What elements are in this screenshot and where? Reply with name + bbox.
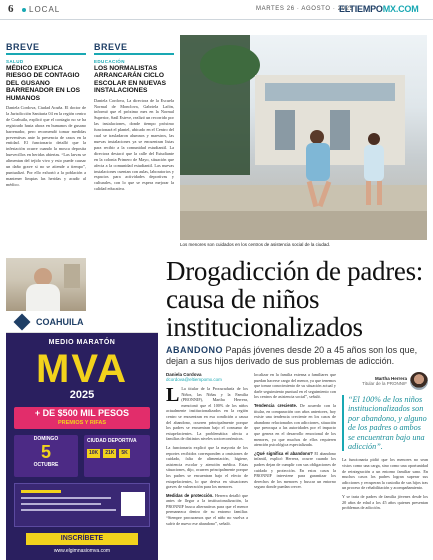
brief-body: Daniela Cordova, La directora de la Escuela Normal de Monclova, Gabriela Lafón, informó que el próximo mes en la Normal Superior, Saúl Esteve, realizó un recorrido por las instalaciones, donde tiempo próximo funcionará el plantel, ubicado en el Centro del cual se trasladaron alumnos y maestros, las nuevas instalaciones ya se encuentran listas para recibir a la comunidad estudiantil. La directora destacó que la calle del Estudiante en la colonia Primero de Mayo, situación que afecta a la comunidad estudiantil. Las nuevas instalaciones cuentan con aulas, laboratorios y espacios para actividades deportivas y culturales, con lo que se espera mejorar la calidad educativa. — [94, 97, 174, 192]
section-dot-icon — [22, 8, 26, 12]
ad-category: 5K — [121, 450, 128, 456]
ad-info-panel — [14, 483, 150, 527]
ad-category: 10K — [89, 450, 99, 456]
brief-label: BREVE — [6, 42, 86, 55]
article-paragraph: Y se trata de padres de familia jóvenes desde los 20 años de edad a los 45 años quienes presentan problemas de adicción. — [342, 494, 428, 511]
ad-prize-amount: + DE $500 MIL PESOS — [34, 408, 130, 418]
byline — [166, 372, 261, 382]
article-col-1 — [166, 386, 248, 526]
ad-brand-bar — [6, 311, 158, 333]
author-name: Daniela Cordova — [166, 372, 202, 377]
ad-venue-box — [84, 435, 150, 477]
photo-caption: Los menores son cuidados en los centros de asistencia social de la ciudad. — [180, 242, 331, 247]
ad-categories — [87, 449, 147, 458]
ad-brand: COAHUILA — [36, 317, 84, 327]
article-paragraph: ¿Qué significa el abandono? El abandono infantil, explicó Herrera, ocurre cuando los padres dejan de cumplir con sus obligaciones de cuidado y protección. En estos casos la PRONNIF interviene para garantizar los derechos de los menores y buscar un entorno seguro donde puedan crecer. — [254, 450, 336, 490]
page-header — [0, 0, 433, 20]
article-paragraph: localizar en la familia extensa a familiares que puedan hacerse cargo del menor, ya que tenemos que tomar conocimiento de su situación actual y darle seguimiento puntual en el seguimiento con los centros de asistencia social”, señaló. — [254, 372, 336, 400]
ad-venue: CIUDAD DEPORTIVA — [87, 438, 137, 444]
article-col-3 — [342, 372, 428, 511]
ad-year: 2025 — [69, 389, 95, 401]
article-paragraph: La funcionaria explicó que la mayoría de los reportes recibidos corresponden a omisiones de cuidado, falta de alimentación, higiene, asistencia escolar y atención médica. Estas situaciones, dijo, ocurren principalmente porque los padres se encuentran bajo el efecto de estupefacientes, lo que deriva en situaciones graves de vulneración para los menores. — [166, 444, 248, 490]
qr-code-icon — [121, 492, 145, 516]
coahuila-logo-icon — [14, 314, 31, 331]
doctor-photo — [6, 258, 86, 311]
section-label: LOCAL — [29, 5, 61, 14]
article-col-2 — [254, 372, 336, 490]
masthead-logo[interactable]: ELTIEMPOMX.COM — [339, 4, 419, 14]
source-avatar — [410, 372, 428, 390]
marathon-advertisement[interactable] — [6, 311, 158, 560]
ad-category: 21K — [105, 450, 115, 456]
ad-prize-banner — [14, 407, 150, 429]
brief-headline[interactable]: MÉDICO EXPLICA RIESGO DE CONTAGIO DEL GUSANO BARRENADOR EN LOS HUMANOS — [6, 65, 80, 102]
ad-event-small: MEDIO MARATÓN — [48, 339, 116, 346]
dek-lead: ABANDONO — [166, 345, 223, 355]
ad-url[interactable]: www.elgimnasiomva.com — [53, 548, 111, 554]
article-paragraph: La funcionaria pidió que los menores no sean vistos como una carga, sino como una oportunidad de reintegración a un entorno familiar sano. En muchos casos los padres logran superar sus adicciones y recuperan la custodia de sus hijos tras un proceso de rehabilitación y acompañamiento. — [342, 457, 428, 491]
issue-date: MARTES 26 · AGOSTO · 2025 — [256, 6, 354, 12]
source-box — [342, 372, 428, 390]
brief-body: Daniela Cordova, Ciudad Acuña. El doctor de la Jurisdicción Sanitaria 04 en la región centro de Coahuila, explicó que el contagio no se ha registrado hasta ahora en humanos de gusano barrenador, pero recomendó tomar medidas preventivas ante la presencia de casos en la entidad. El funcionario detalló que la infestación ocurre cuando la mosca deposita huevecillos en heridas abiertas. “Las larvas se alimentan del tejido vivo y esto puede causar un daño grave si no se atiende a tiempo”, puntualizó. Por ello exhortó a la población a mantener limpias las heridas y acudir al médico. — [6, 105, 86, 187]
brief-label: BREVE — [94, 42, 174, 55]
ad-prize-sub: PREMIOS Y RIFAS — [57, 420, 107, 426]
source-name: Martha Herrera — [374, 376, 407, 381]
author-email[interactable]: dcordova@eltiempomx.com — [166, 377, 222, 382]
main-photo — [180, 35, 427, 240]
ad-cta-button[interactable]: INSCRÍBETE — [26, 533, 138, 545]
brief-headline[interactable]: LOS NORMALISTAS ARRANCARÁN CICLO ESCOLAR EN NUEVAS INSTALACIONES — [94, 65, 167, 95]
ad-event-big: MVA — [36, 347, 128, 391]
brief-education — [94, 42, 174, 266]
article-paragraph: Tendencia creciente. De acuerdo con la titular, en comparación con años anteriores, hoy existe una tendencia creciente en los casos de abandono relacionados con adicciones, situación que preocupa a las autoridades por el impacto que genera en el desarrollo emocional de los menores, ya que muchos de ellos requieren atención psicológica especializada. — [254, 402, 337, 448]
ad-date-label: DOMINGO — [33, 436, 59, 442]
article-paragraph: L La titular de la Procuraduría de los Niños, las Niñas y la Familia (PRONNIF), Martha Herrera, mencionó que el 100% de los niños actualmente institucionalizados en la región centro se encuentran en esa condición a causa del abandono, ocurren principalmente porque los padres se encuentran bajo el consumo de estupefacientes. La problemática afecta a familias de distintos niveles socioeconómicos. — [166, 384, 248, 442]
ad-poster — [6, 333, 158, 560]
ad-date-box — [14, 435, 78, 477]
brief-kicker: EDUCACIÓN — [94, 59, 125, 64]
pull-quote: “El 100% de los niños institucionalizados son por abandono, y alguno de los padres o ambos se encuentran bajo una adicción”. — [342, 395, 428, 451]
brief-kicker: SALUD — [6, 59, 24, 64]
ad-date-day: 5 — [40, 442, 51, 462]
brief-health — [6, 42, 86, 311]
page-number: 6 — [8, 3, 14, 15]
drop-cap: L — [166, 384, 180, 406]
ad-date-month: OCTUBRE — [33, 462, 59, 468]
dek-text: Papás jóvenes desde 20 a 45 años son los que, dejan a sus hijos derivado de sus problemas de adicción. — [166, 345, 418, 366]
article-dek — [166, 345, 428, 367]
article-paragraph: Medidas de protección. Herrera detalló que antes de llegar a la institucionalización, la PRONNIF busca alternativas para que el menor permanezca dentro de su entorno familiar. “Siempre procuramos que el niño no vuelva a sufrir de nuevo ese abandono”, señaló. — [166, 492, 248, 526]
source-role: Titular de la PRONNIF — [362, 381, 407, 386]
article-headline[interactable]: Drogadicción de padres: causa de niños institucionalizados — [166, 256, 423, 342]
